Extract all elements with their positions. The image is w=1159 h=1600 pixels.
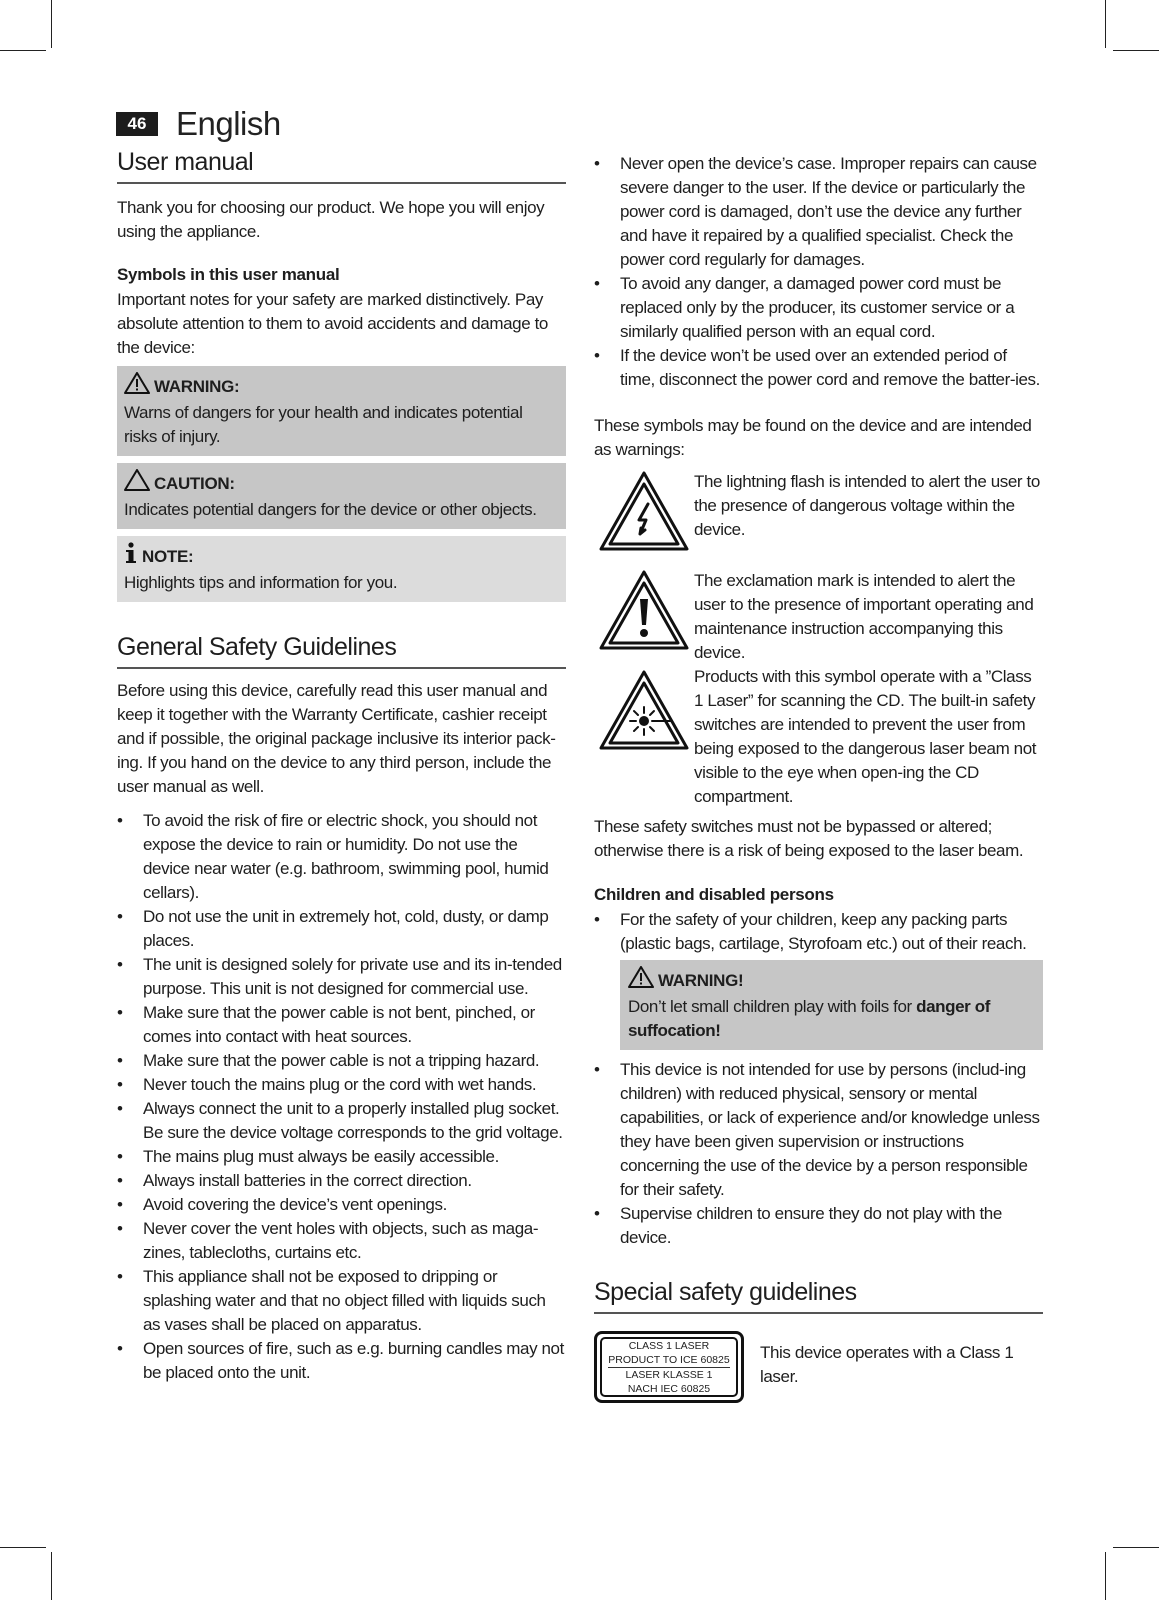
warning-triangle-icon xyxy=(124,372,150,401)
caution-text: Indicates potential dangers for the device or other objects. xyxy=(124,500,537,519)
list-item: • Avoid covering the device’s vent openings. xyxy=(117,1193,566,1217)
list-item: • To avoid the risk of fire or electric shock, you should not expose the device to rain or humidity. Do not use the device near water (e.g. bathroom, swimming pool, humid cellars). xyxy=(117,809,566,905)
list-item: • Supervise children to ensure they do not play with the device. xyxy=(594,1202,1043,1250)
left-column xyxy=(117,148,566,1385)
laser-label-line: PRODUCT TO ICE 60825 xyxy=(608,1353,730,1366)
crop-mark xyxy=(1105,0,1106,48)
symbols-after-text: These safety switches must not be bypassed or altered; otherwise there is a risk of being exposed to the laser beam. xyxy=(594,817,1024,860)
crop-mark xyxy=(51,1552,52,1600)
laser-warning-icon xyxy=(598,669,694,756)
laser-label-line: NACH IEC 60825 xyxy=(627,1382,711,1395)
note-text: Highlights tips and information for you. xyxy=(124,573,398,592)
laser-label-line: CLASS 1 LASER xyxy=(628,1339,710,1352)
crop-mark xyxy=(1113,1547,1159,1548)
note-title: NOTE: xyxy=(142,546,194,566)
children-warning-box xyxy=(620,960,1043,1050)
crop-mark xyxy=(51,0,52,48)
list-item: • For the safety of your children, keep any packing parts (plastic bags, cartilage, Styrofoam etc.) out of their reach. xyxy=(594,908,1043,956)
children-warning-plain: Don’t let small children play with foils for xyxy=(628,997,917,1016)
safety-list-continued xyxy=(594,152,1043,392)
general-safety-heading: General Safety Guidelines xyxy=(117,633,566,669)
list-item: • The unit is designed solely for private use and its in-tended purpose. This unit is not designed for commercial use. xyxy=(117,953,566,1001)
list-item: • Never open the device’s case. Improper repairs can cause severe danger to the user. If the device or particularly the power cord is damaged, don’t use the device any further and have it repaired by a qualified specialist. Check the power cord regularly for damages. xyxy=(594,152,1043,272)
children-list xyxy=(594,908,1043,956)
children-heading: Children and disabled persons xyxy=(594,885,834,904)
page-language: English xyxy=(176,105,281,142)
warning-text: Warns of dangers for your health and indicates potential risks of injury. xyxy=(124,403,523,446)
list-item: • Always connect the unit to a properly installed plug socket. Be sure the device voltage corresponds to the grid voltage. xyxy=(117,1097,566,1145)
caution-triangle-icon xyxy=(124,469,150,498)
list-item: • Never touch the mains plug or the cord with wet hands. xyxy=(117,1073,566,1097)
symbols-heading: Symbols in this user manual xyxy=(117,265,340,284)
special-safety-text: This device operates with a Class 1 laser. xyxy=(760,1343,1014,1386)
crop-mark xyxy=(1113,50,1159,51)
general-safety-intro: Before using this device, carefully read this user manual and keep it together with the Warranty Certificate, cashier receipt and if possible, the original package inclusive its interior pack-ing. If you hand on the device to any third person, include the user manual as well. xyxy=(117,681,556,796)
laser-label-row xyxy=(594,1331,1043,1403)
children-list-continued xyxy=(594,1058,1043,1250)
note-box xyxy=(117,536,566,602)
list-item: • Make sure that the power cable is not bent, pinched, or comes into contact with heat sources. xyxy=(117,1001,566,1049)
warning-box xyxy=(117,366,566,456)
note-title-row xyxy=(124,542,559,571)
symbol-row-exclamation xyxy=(594,569,1043,665)
list-item: • To avoid any danger, a damaged power cord must be replaced only by the producer, its customer service or a similarly qualified person with an equal cord. xyxy=(594,272,1043,344)
list-item: • The mains plug must always be easily accessible. xyxy=(117,1145,566,1169)
list-item: • Always install batteries in the correct direction. xyxy=(117,1169,566,1193)
list-item: • Make sure that the power cable is not a tripping hazard. xyxy=(117,1049,566,1073)
laser-label-line: LASER KLASSE 1 xyxy=(625,1368,713,1381)
warning-title: WARNING: xyxy=(154,376,240,396)
user-manual-heading: User manual xyxy=(117,148,566,184)
page-header xyxy=(116,104,281,144)
children-warning-bold: danger of suffocation! xyxy=(628,997,990,1040)
info-icon xyxy=(124,542,138,571)
children-warning-text xyxy=(628,995,1036,1043)
page-number: 46 xyxy=(116,112,158,136)
symbols-intro: These symbols may be found on the device and are intended as warnings: xyxy=(594,416,1032,459)
caution-box xyxy=(117,463,566,529)
list-item: • This device is not intended for use by persons (includ-ing children) with reduced physical, sensory or mental capabilities, or lack of experience and/or knowledge unless they have been given supervision or instructions concerning the use of the device by a person responsible for their safety. xyxy=(594,1058,1043,1202)
caution-title-row xyxy=(124,469,559,498)
caution-title: CAUTION: xyxy=(154,473,235,493)
list-item: • This appliance shall not be exposed to dripping or splashing water and that no object filled with liquids such as vases shall be placed on apparatus. xyxy=(117,1265,566,1337)
laser-symbol-text: Products with this symbol operate with a ”Class 1 Laser” for scanning the CD. The built-in safety switches are intended to prevent the user from being exposed to the dangerous laser beam not visible to the eye when open-ing the CD compartment. xyxy=(694,667,1037,806)
crop-mark xyxy=(0,1547,46,1548)
laser-class-label-inner xyxy=(600,1337,738,1397)
lightning-symbol-text: The lightning flash is intended to alert the user to the presence of dangerous voltage within the device. xyxy=(694,472,1040,539)
list-item: • Do not use the unit in extremely hot, cold, dusty, or damp places. xyxy=(117,905,566,953)
list-item: • Never cover the vent holes with objects, such as maga-zines, tablecloths, curtains etc. xyxy=(117,1217,566,1265)
lightning-warning-icon xyxy=(598,470,694,557)
warning-triangle-icon xyxy=(628,966,654,995)
crop-mark xyxy=(0,50,46,51)
crop-mark xyxy=(1105,1552,1106,1600)
symbols-text: Important notes for your safety are marked distinctively. Pay absolute attention to them to avoid accidents and damage to the device: xyxy=(117,290,548,357)
symbol-row-lightning xyxy=(594,470,1043,557)
laser-class-label xyxy=(594,1331,744,1403)
special-safety-heading: Special safety guidelines xyxy=(594,1278,1043,1314)
children-warning-title-row xyxy=(628,966,1036,995)
safety-list xyxy=(117,809,566,1385)
exclamation-warning-icon xyxy=(598,569,694,656)
list-item: • Open sources of fire, such as e.g. burning candles may not be placed onto the unit. xyxy=(117,1337,566,1385)
intro-text: Thank you for choosing our product. We hope you will enjoy using the appliance. xyxy=(117,198,545,241)
symbol-row-laser xyxy=(594,665,1043,809)
right-column xyxy=(594,152,1043,1403)
exclamation-symbol-text: The exclamation mark is intended to alert the user to the presence of important operating and maintenance instruction accompanying this device. xyxy=(694,571,1034,662)
warning-title-row xyxy=(124,372,559,401)
children-warning-title: WARNING! xyxy=(658,970,744,990)
list-item: • If the device won’t be used over an extended period of time, disconnect the power cord and remove the batter-ies. xyxy=(594,344,1043,392)
